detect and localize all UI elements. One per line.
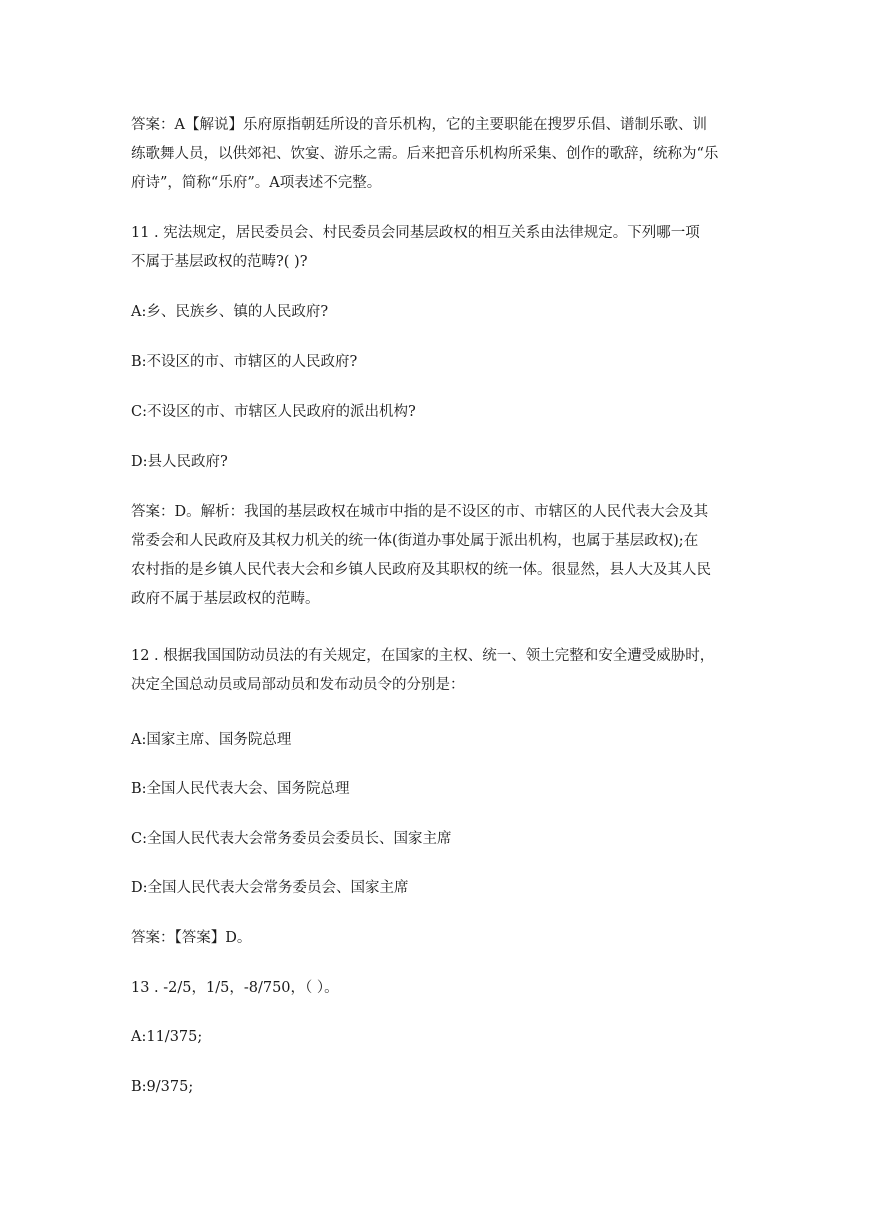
option-d (131, 448, 228, 477)
text-line: A:乡、民族乡、镇的人民政府? (131, 304, 329, 320)
text-line: C:不设区的市、市辖区人民政府的派出机构? (131, 404, 416, 420)
text-line: D:全国人民代表大会常务委员会、国家主席 (131, 880, 409, 896)
option-c (131, 398, 416, 427)
text-line: 练歌舞人员，以供郊祀、饮宴、游乐之需。后来把音乐机构所采集、创作的歌辞，统称为“乐 (131, 146, 719, 162)
text-line: 决定全国总动员或局部动员和发布动员令的分别是： (131, 677, 465, 693)
text-line: 答案：A【解说】乐府原指朝廷所设的音乐机构，它的主要职能在搜罗乐倡、谱制乐歌、训 (131, 117, 707, 133)
option-b (131, 775, 350, 804)
text-line: 答案：【答案】D。 (131, 930, 252, 946)
option-d (131, 874, 409, 903)
option-b (131, 348, 357, 377)
text-line: A:国家主席、国务院总理 (131, 732, 292, 748)
option-a (131, 1023, 202, 1052)
text-line: B:9/375; (131, 1079, 194, 1095)
text-line: A:11/375; (131, 1029, 203, 1045)
option-a (131, 726, 291, 755)
text-line: 不属于基层政权的范畴?( )? (131, 254, 308, 270)
text-line: 13 . -2/5，1/5，-8/750，（ ）。 (131, 980, 339, 996)
question-13 (131, 974, 339, 1003)
text-line: C:全国人民代表大会常务委员会委员长、国家主席 (131, 831, 452, 847)
text-line: 政府不属于基层政权的范畴。 (131, 591, 320, 607)
text-line: D:县人民政府? (131, 454, 228, 470)
question-12 (131, 642, 714, 700)
text-line: B:不设区的市、市辖区的人民政府? (131, 354, 358, 370)
text-line: 常委会和人民政府及其权力机关的统一体(街道办事处属于派出机构，也属于基层政权);在 (131, 533, 699, 549)
text-line: 农村指的是乡镇人民代表大会和乡镇人民政府及其职权的统一体。很显然，县人大及其人民 (131, 562, 711, 578)
text-line: 12 . 根据我国国防动员法的有关规定，在国家的主权、统一、领土完整和安全遭受威胁时， (131, 648, 715, 664)
option-c (131, 825, 451, 854)
answer-11 (131, 498, 711, 614)
option-a (131, 298, 328, 327)
text-line: B:全国人民代表大会、国务院总理 (131, 781, 350, 797)
text-line: 府诗”，简称“乐府”。A项表述不完整。 (131, 175, 382, 191)
answer-12 (131, 924, 251, 953)
answer-10 (131, 111, 718, 198)
option-b (131, 1073, 193, 1102)
question-11 (131, 219, 700, 277)
text-line: 11 . 宪法规定，居民委员会、村民委员会同基层政权的相互关系由法律规定。下列哪一项 (131, 225, 700, 241)
text-line: 答案：D。解析：我国的基层政权在城市中指的是不设区的市、市辖区的人民代表大会及其 (131, 504, 709, 520)
